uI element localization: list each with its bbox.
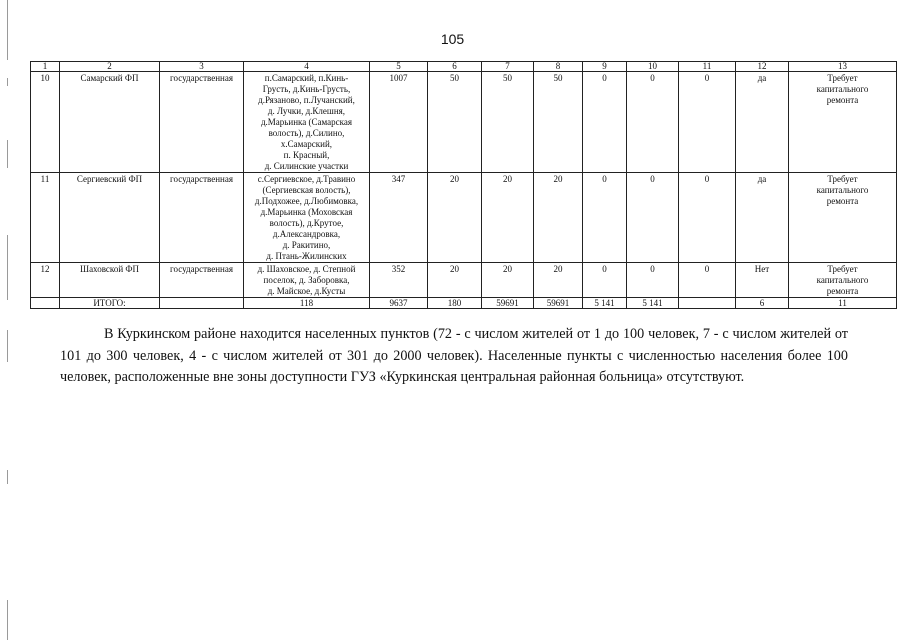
table-cell: п.Самарский, п.Кинь- Грусть, д.Кинь-Грусть, д.Рязаново, п.Лучанский, д. Лучки, д.Клешня, д.Марьинка (Самарская волость), д.Силино, х.Самарский, п. Красный, д. Силинские участки (244, 72, 370, 173)
table-cell: 10 (31, 72, 60, 173)
table-cell: да (736, 173, 789, 263)
table-cell: Шаховской ФП (60, 263, 160, 298)
table-cell: 0 (583, 173, 627, 263)
table-header-row (31, 62, 897, 72)
table-cell: 2 (60, 62, 160, 72)
body-paragraph: В Куркинском районе находится населенных пунктов (72 - с числом жителей от 1 до 100 человек, 7 - с числом жителей от 101 до 300 человек, 4 - с числом жителей от 301 до 2000 человек). Населенные пункты с численностью населения более 100 человек, расположенные вне зоны доступности ГУЗ «Куркинская центральная районная больница» отсутствуют. (60, 326, 848, 385)
table-cell: государственная (160, 263, 244, 298)
table-cell: 9637 (370, 298, 428, 309)
table-cell: Требует капитального ремонта (789, 263, 897, 298)
table-cell: 180 (428, 298, 482, 309)
binding-margin-line (7, 140, 8, 168)
table-total-row (31, 298, 897, 309)
table-cell: Требует капитального ремонта (789, 72, 897, 173)
table-cell: 9 (583, 62, 627, 72)
table-cell: 59691 (482, 298, 534, 309)
table-cell: 0 (583, 72, 627, 173)
table-cell: 12 (31, 263, 60, 298)
binding-margin-line (7, 330, 8, 362)
table-cell: 347 (370, 173, 428, 263)
table-cell: 50 (534, 72, 583, 173)
table-cell: 0 (627, 72, 679, 173)
table-cell: 352 (370, 263, 428, 298)
table-cell: 0 (679, 263, 736, 298)
table-cell: Требует капитального ремонта (789, 173, 897, 263)
table-cell: 20 (428, 263, 482, 298)
table-cell (31, 298, 60, 309)
table-cell: 6 (428, 62, 482, 72)
table-cell: с.Сергиевское, д.Травино (Сергиевская волость), д.Подхожее, д.Любимовка, д.Марьинка (Моховская волость), д.Крутое, д.Александровка, д. Ракитино, д. Птань-Жилинских (244, 173, 370, 263)
binding-margin-line (7, 0, 8, 60)
table-cell: 11 (679, 62, 736, 72)
table-cell: 0 (627, 173, 679, 263)
table-cell: 20 (482, 263, 534, 298)
table-cell: 5 (370, 62, 428, 72)
table-cell: 59691 (534, 298, 583, 309)
table-cell: 1 (31, 62, 60, 72)
table-cell: 0 (627, 263, 679, 298)
table-cell: 6 (736, 298, 789, 309)
table-cell: Самарский ФП (60, 72, 160, 173)
table-cell: да (736, 72, 789, 173)
table-cell: 20 (534, 173, 583, 263)
table-cell: 0 (583, 263, 627, 298)
facilities-table (30, 61, 897, 309)
table-row (31, 173, 897, 263)
table-cell: 4 (244, 62, 370, 72)
table-cell: ИТОГО: (60, 298, 160, 309)
table-cell: государственная (160, 173, 244, 263)
table-row (31, 72, 897, 173)
table-cell: 118 (244, 298, 370, 309)
table-cell: 0 (679, 173, 736, 263)
table-cell: д. Шаховское, д. Степной поселок, д. Заборовка, д. Майское, д.Кусты (244, 263, 370, 298)
table-cell: 0 (679, 72, 736, 173)
table-cell: 11 (31, 173, 60, 263)
table-cell (160, 298, 244, 309)
table-cell: 50 (482, 72, 534, 173)
table-cell: 12 (736, 62, 789, 72)
table-cell: 20 (482, 173, 534, 263)
table-cell: Нет (736, 263, 789, 298)
table-row (31, 263, 897, 298)
table-cell: 20 (428, 173, 482, 263)
table-cell: 3 (160, 62, 244, 72)
table-cell: Сергиевский ФП (60, 173, 160, 263)
table-cell: 7 (482, 62, 534, 72)
table-cell (679, 298, 736, 309)
table-cell: 5 141 (627, 298, 679, 309)
table-cell: 20 (534, 263, 583, 298)
binding-margin-line (7, 600, 8, 640)
table-cell: 5 141 (583, 298, 627, 309)
binding-margin-line (7, 235, 8, 300)
binding-margin-line (7, 78, 8, 86)
binding-margin-line (7, 470, 8, 484)
table-cell: 50 (428, 72, 482, 173)
table-cell: 8 (534, 62, 583, 72)
table-cell: 10 (627, 62, 679, 72)
table-cell: 13 (789, 62, 897, 72)
table-cell: 11 (789, 298, 897, 309)
table-cell: государственная (160, 72, 244, 173)
table-cell: 1007 (370, 72, 428, 173)
page-number: 105 (440, 31, 465, 47)
